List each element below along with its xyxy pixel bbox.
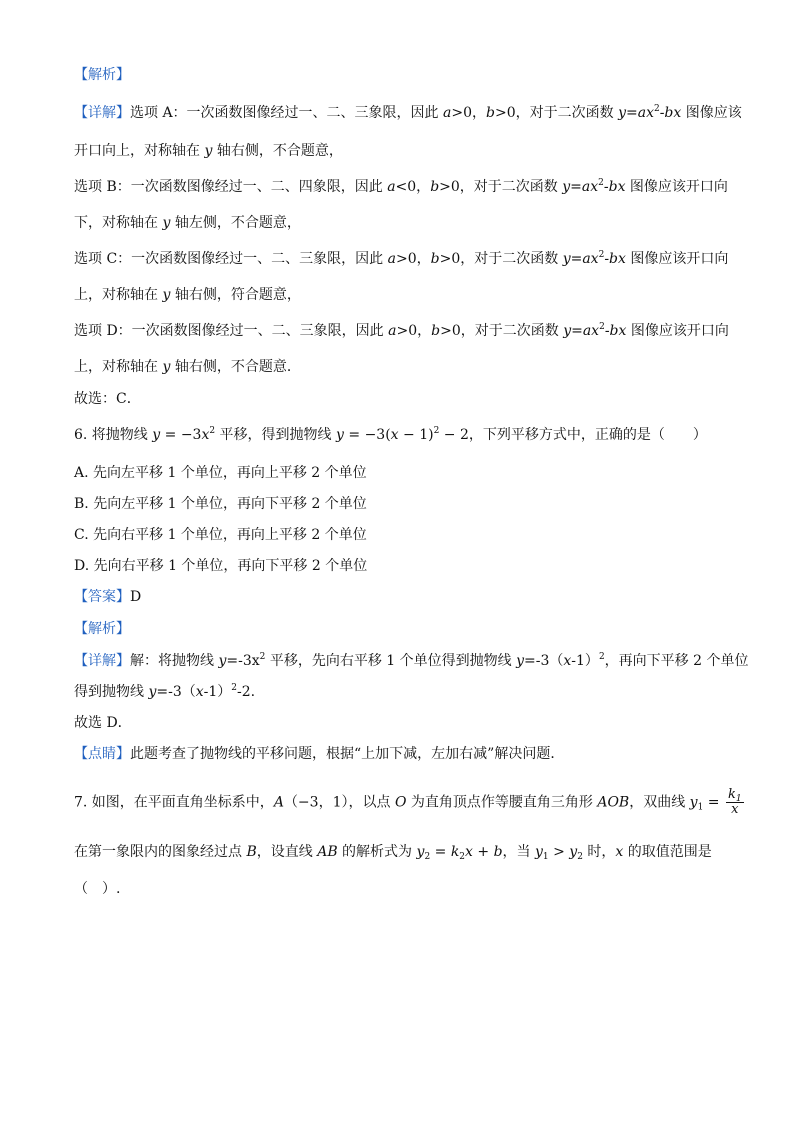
subscript: 2	[577, 852, 583, 862]
subscript: 1	[542, 852, 549, 862]
text: （−3，1），以点	[283, 794, 395, 811]
exponent: 2	[433, 426, 440, 436]
detail-option-a-line1	[74, 104, 742, 122]
text: 在第一象限内的图象经过点	[74, 844, 247, 860]
var-a: a	[388, 323, 397, 339]
var-x: x	[563, 653, 572, 669]
var-b: b	[431, 323, 441, 339]
text: =-3x	[226, 653, 260, 669]
point-a: A	[273, 794, 284, 811]
text: 下，对称轴在	[74, 215, 163, 231]
var-y: y	[336, 427, 344, 443]
question-7-stem-line1	[74, 788, 746, 817]
detail-option-c-line2	[74, 286, 301, 304]
text: 轴左侧，不合题意，	[170, 215, 301, 231]
text: 为直角顶点作等腰直角三角形	[406, 794, 598, 811]
var-x: x	[615, 844, 624, 860]
text: − 1)	[398, 427, 434, 443]
var-y: y	[689, 794, 698, 811]
var-b: b	[493, 844, 503, 860]
text: -1）	[571, 653, 599, 669]
text: -1）	[203, 684, 232, 700]
var-b: b	[430, 251, 440, 267]
text: >0，	[451, 105, 487, 121]
option-c	[74, 526, 367, 544]
text: 选项 A：一次函数图像经过一、二、三象限，因此	[130, 105, 444, 121]
text: 得到抛物线	[74, 684, 149, 700]
text: 图像应该	[681, 105, 742, 121]
formula: -bx	[604, 251, 626, 267]
text: 故选：C．	[74, 391, 141, 407]
text: >0，对于二次函数	[494, 105, 619, 121]
analysis-heading-2	[74, 620, 130, 638]
text: =-3（	[156, 684, 196, 700]
choice-conclusion-2	[74, 714, 132, 732]
answer-value: D	[130, 589, 142, 605]
fraction-denominator: x	[731, 802, 739, 817]
question-7-stem-line2	[74, 843, 712, 861]
option-c-text: C. 先向右平移 1 个单位，再向上平移 2 个单位	[74, 527, 367, 543]
text: 上，对称轴在	[74, 287, 163, 303]
text: 轴右侧，不合题意．	[170, 359, 301, 375]
line-ab: AB	[317, 844, 338, 860]
exponent: 2	[653, 104, 660, 114]
text: +	[472, 844, 494, 860]
text: 7. 如图，在平面直角坐标系中，	[74, 794, 274, 811]
text: 轴右侧，符合题意，	[170, 287, 301, 303]
var-y: y	[416, 844, 425, 860]
comment-line	[74, 745, 564, 763]
subscript: 2	[424, 852, 431, 862]
var-b: b	[486, 105, 495, 121]
formula: -bx	[659, 105, 682, 121]
analysis-heading	[74, 66, 130, 84]
var-y: y	[148, 684, 157, 700]
text: =-3（	[524, 653, 564, 669]
detail-q6-line2	[74, 683, 255, 701]
text: >0，对于二次函数	[439, 179, 563, 195]
text: 此题考查了抛物线的平移问题，根据“上加下减，左加右减”解决问题．	[130, 746, 565, 762]
var-y: y	[162, 359, 171, 375]
var-x: x	[201, 427, 210, 443]
exponent: 2	[231, 683, 238, 693]
subscript: 1	[735, 794, 742, 804]
text: 平移，先向右平移 1 个单位得到抛物线	[265, 653, 517, 669]
detail-option-a-line2	[74, 142, 343, 160]
fraction-k1-over-x	[726, 788, 744, 817]
var-a: a	[443, 105, 452, 121]
text: =	[703, 794, 724, 811]
answer-blank: （ ）.	[74, 881, 121, 897]
text: − 2，下列平移方式中，正确的是（ ）	[439, 427, 707, 443]
subscript: 1	[697, 802, 704, 813]
exponent: 2	[598, 178, 604, 188]
option-d-text: D. 先向右平移 1 个单位，再向下平移 2 个单位	[74, 558, 368, 574]
text: >0，	[395, 251, 431, 267]
text: >0，对于二次函数	[440, 323, 564, 339]
formula: y=ax	[618, 105, 654, 121]
triangle-aob: AOB	[597, 794, 630, 811]
var-x: x	[195, 684, 204, 700]
detail-q6-line1	[74, 652, 748, 670]
choice-conclusion	[74, 390, 141, 408]
text: 选项 C：一次函数图像经过一、二、三象限，因此	[74, 251, 388, 267]
text: 故选 D．	[74, 715, 132, 731]
text: >0，对于二次函数	[439, 251, 563, 267]
option-a	[74, 464, 367, 482]
text: ，设直线	[256, 844, 318, 860]
option-a-text: A. 先向左平移 1 个单位，再向上平移 2 个单位	[74, 465, 367, 481]
point-b: B	[246, 844, 257, 860]
var-y: y	[162, 287, 171, 303]
fraction-numerator	[726, 788, 744, 803]
exponent: 2	[599, 322, 605, 332]
var-a: a	[387, 179, 396, 195]
text: ，双曲线	[629, 794, 690, 811]
analysis-tag: 【解析】	[74, 67, 130, 83]
formula: y=ax	[563, 323, 600, 339]
text: >	[548, 844, 570, 860]
exponent: 2	[598, 250, 605, 260]
comment-tag: 【点睛】	[74, 746, 130, 762]
detail-option-d-line2	[74, 358, 301, 376]
var-y: y	[535, 844, 543, 860]
detail-tag: 【详解】	[74, 653, 130, 669]
text: 图像应该开口向	[625, 251, 729, 267]
detail-option-b-line2	[74, 214, 301, 232]
text: -2.	[237, 684, 256, 700]
text: 图像应该开口向	[625, 179, 728, 195]
text: 轴右侧，不合题意，	[212, 143, 343, 159]
text: 6. 将抛物线	[74, 427, 153, 443]
var-k: k	[727, 787, 736, 802]
text: ，当	[502, 844, 535, 860]
text: ，再向下平移 2 个单位	[604, 653, 749, 669]
text: 选项 D：一次函数图像经过一、二、三象限，因此	[74, 323, 389, 339]
option-d	[74, 557, 367, 575]
text: 平移，得到抛物线	[215, 427, 337, 443]
text: <0，	[395, 179, 431, 195]
detail-option-c-line1	[74, 250, 728, 268]
subscript: 2	[459, 852, 466, 862]
text: 图像应该开口向	[626, 323, 729, 339]
formula: -bx	[604, 323, 627, 339]
text: >0，	[396, 323, 432, 339]
var-a: a	[387, 251, 396, 267]
text: =	[430, 844, 451, 860]
answer-tag: 【答案】	[74, 589, 130, 605]
formula: y=ax	[562, 251, 599, 267]
exponent: 2	[259, 652, 266, 662]
detail-option-b-line1	[74, 178, 728, 196]
answer-line	[74, 588, 141, 606]
var-x: x	[390, 427, 399, 443]
point-o: O	[394, 794, 407, 811]
detail-tag: 【详解】	[74, 105, 130, 121]
formula: y=ax	[562, 179, 599, 195]
var-b: b	[430, 179, 440, 195]
text: = −3	[160, 427, 202, 443]
text: = −3(	[343, 427, 391, 443]
var-y: y	[204, 143, 213, 159]
var-y: y	[516, 653, 525, 669]
var-y: y	[218, 653, 227, 669]
var-y: y	[569, 844, 578, 860]
exponent: 2	[209, 426, 216, 436]
text: 上，对称轴在	[74, 359, 163, 375]
formula: -bx	[603, 179, 626, 195]
analysis-tag: 【解析】	[74, 621, 130, 637]
text: 解：将抛物线	[130, 653, 219, 669]
question-7-stem-line3	[74, 880, 120, 898]
text: 时，	[582, 844, 616, 860]
detail-option-d-line1	[74, 322, 729, 340]
var-y: y	[152, 427, 161, 443]
var-k: k	[450, 844, 460, 860]
text: 开口向上，对称轴在	[74, 143, 205, 159]
text: 的取值范围是	[623, 844, 712, 860]
text: 选项 B：一次函数图像经过一、二、四象限，因此	[74, 179, 388, 195]
text: 的解析式为	[337, 844, 417, 860]
exponent: 2	[598, 652, 605, 662]
var-y: y	[162, 215, 171, 231]
question-6-stem	[74, 426, 707, 444]
var-x: x	[465, 844, 473, 860]
option-b-text: B. 先向左平移 1 个单位，再向下平移 2 个单位	[74, 496, 367, 512]
option-b	[74, 495, 367, 513]
